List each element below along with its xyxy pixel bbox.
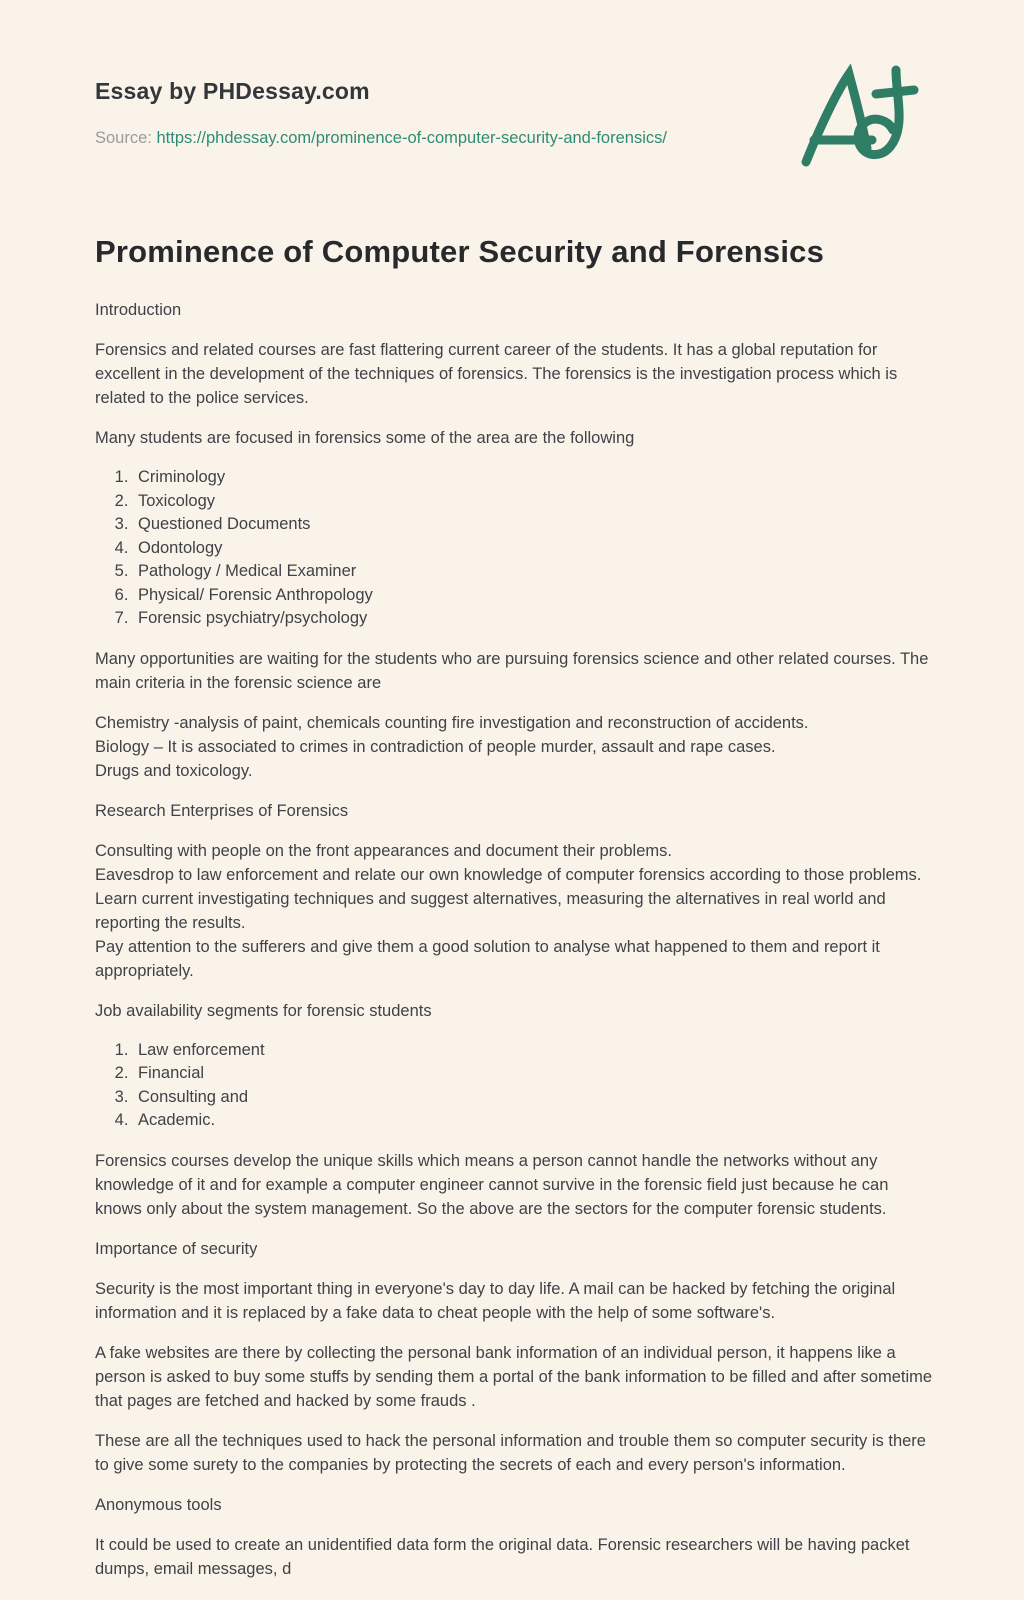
focus-areas-list	[95, 466, 934, 631]
research-line: Learn current investigating techniques and suggest alternatives, measuring the alternatives in real world and reporting the results.	[95, 889, 886, 932]
list-item: 5. Pathology / Medical Examiner	[133, 560, 934, 584]
list-item: 4. Academic.	[133, 1109, 934, 1133]
anonymous-paragraph: It could be used to create an unidentified data form the original data. Forensic researchers will be having packet dumps, email messages, d	[95, 1535, 910, 1578]
intro-paragraph: Forensics and related courses are fast flattering current career of the students. It has a global reputation for excellent in the development of the techniques of forensics. The forensics is the investigation process which is related to the police services.	[95, 341, 898, 407]
criteria-line: Drugs and toxicology.	[95, 761, 253, 780]
security-paragraph: Security is the most important thing in everyone's day to day life. A mail can be hacked by fetching the original information and it is replaced by a fake data to cheat people with the help of some software's.	[95, 1279, 896, 1322]
techniques-paragraph: These are all the techniques used to hack the personal information and trouble them so computer security is there to give some surety to the companies by protecting the secrets of each and every person's information.	[95, 1431, 926, 1474]
research-line: Eavesdrop to law enforcement and relate our own knowledge of computer forensics according to those problems.	[95, 865, 922, 884]
opportunities-paragraph: Many opportunities are waiting for the students who are pursuing forensics science and other related courses. The main criteria in the forensic science are	[95, 649, 929, 692]
research-line: Consulting with people on the front appearances and document their problems.	[95, 841, 672, 860]
list-item: 2. Toxicology	[133, 490, 934, 514]
list-item: 3. Questioned Documents	[133, 513, 934, 537]
list-item: 1. Law enforcement	[133, 1039, 934, 1063]
list-item: 7. Forensic psychiatry/psychology	[133, 607, 934, 631]
source-link[interactable]: https://phdessay.com/prominence-of-computer-security-and-forensics/	[156, 129, 667, 147]
intro-heading: Introduction	[95, 301, 182, 319]
source-label: Source:	[95, 129, 152, 147]
job-segments-list	[95, 1039, 934, 1133]
research-heading: Research Enterprises of Forensics	[95, 801, 349, 820]
essay-content	[95, 298, 934, 1581]
research-line: Pay attention to the sufferers and give them a good solution to analyse what happened to them and report it appropriately.	[95, 937, 880, 980]
jobs-heading: Job availability segments for forensic students	[95, 1001, 432, 1020]
source-line	[95, 129, 667, 148]
research-paragraph	[95, 839, 934, 983]
skills-paragraph: Forensics courses develop the unique skills which means a person cannot handle the networks without any knowledge of it and for example a computer engineer cannot survive in the forensic field just because he can knows only about the system management. So the above are the sectors for the computer forensic students.	[95, 1151, 889, 1218]
criteria-line: Chemistry -analysis of paint, chemicals counting fire investigation and reconstruction of accidents.	[95, 713, 809, 732]
criteria-paragraph	[95, 711, 934, 783]
list-item: 4. Odontology	[133, 537, 934, 561]
list-item: 2. Financial	[133, 1062, 934, 1086]
page-header	[95, 72, 934, 172]
criteria-line: Biology – It is associated to crimes in contradiction of people murder, assault and rape cases.	[95, 737, 776, 756]
anonymous-heading: Anonymous tools	[95, 1495, 222, 1514]
list-item: 1. Criminology	[133, 466, 934, 490]
list-item: 6. Physical/ Forensic Anthropology	[133, 584, 934, 608]
list-item: 3. Consulting and	[133, 1086, 934, 1110]
phdessay-a-plus-logo-icon	[792, 60, 924, 172]
focus-paragraph: Many students are focused in forensics some of the area are the following	[95, 429, 635, 447]
essay-title: Prominence of Computer Security and Forensics	[95, 234, 825, 269]
header-text-block	[95, 72, 667, 148]
fake-websites-paragraph: A fake websites are there by collecting the personal bank information of an individual person, it happens like a person is asked to buy some stuffs by sending them a portal of the bank information to be filled and after sometime that pages are fetched and hacked by some frauds .	[95, 1343, 933, 1410]
byline: Essay by PHDessay.com	[95, 78, 370, 104]
security-heading: Importance of security	[95, 1239, 258, 1258]
